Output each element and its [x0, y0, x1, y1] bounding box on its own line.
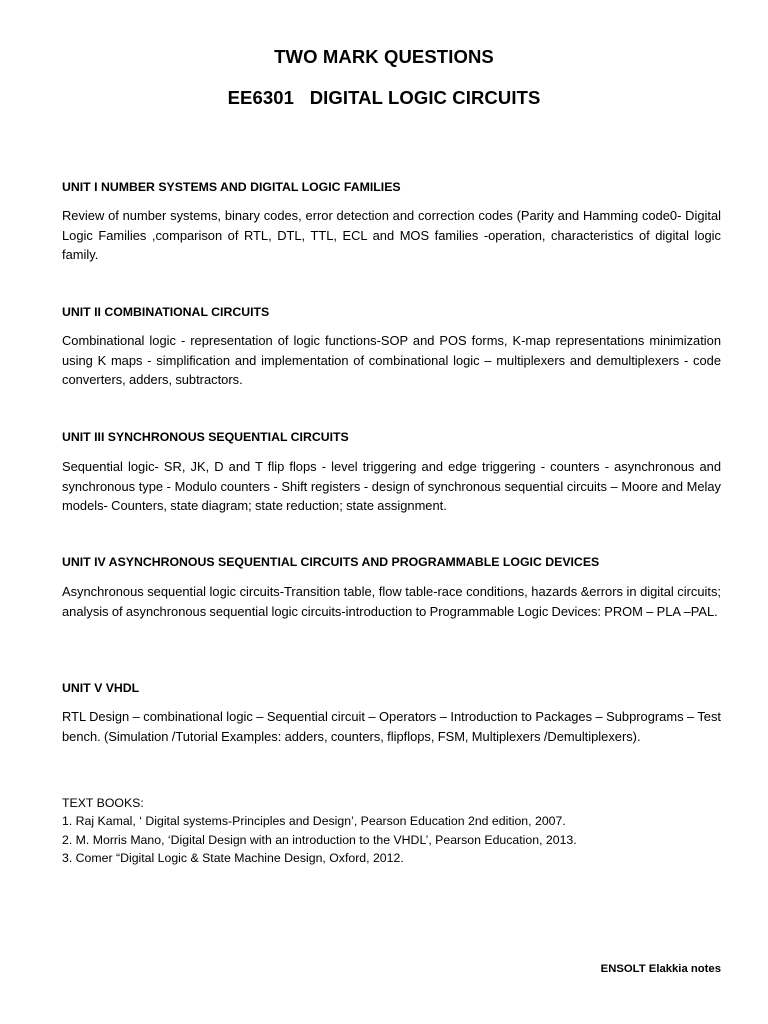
text-book-item: 3. Comer “Digital Logic & State Machine Design, Oxford, 2012.	[62, 850, 404, 865]
unit-1-heading: UNIT I NUMBER SYSTEMS AND DIGITAL LOGIC FAMILIES	[62, 180, 401, 194]
unit-4-heading: UNIT IV ASYNCHRONOUS SEQUENTIAL CIRCUITS AND PROGRAMMABLE LOGIC DEVICES	[62, 555, 600, 569]
course-title: EE6301 DIGITAL LOGIC CIRCUITS	[227, 87, 541, 108]
document-title: TWO MARK QUESTIONS	[274, 46, 494, 67]
unit-5-body: RTL Design – combinational logic – Sequential circuit – Operators – Introduction to Packages – Subprograms – Test bench. (Simulation /Tutorial Examples: adders, counters, flipflops, FSM, Multiplexers /Demultiplexers).	[62, 709, 721, 744]
text-book-item: 1. Raj Kamal, ‘ Digital systems-Principles and Design’, Pearson Education 2nd edition, 2007.	[62, 814, 566, 829]
unit-2-heading: UNIT II COMBINATIONAL CIRCUITS	[62, 305, 270, 319]
footer-credit: ENSOLT Elakkia notes	[600, 963, 721, 975]
unit-2-body: Combinational logic - representation of logic functions-SOP and POS forms, K-map representations minimization using K maps - simplification and implementation of combinational logic – multiplexers and demultiplexers - code converters, adders, subtractors.	[62, 333, 721, 388]
text-books-heading: TEXT BOOKS:	[62, 796, 144, 810]
text-books-section	[62, 794, 742, 867]
unit-4-body: Asynchronous sequential logic circuits-Transition table, flow table-race conditions, hazards &errors in digital circuits; analysis of asynchronous sequential logic circuits-introduction to Programmable Logic Devices: PROM – PLA –PAL.	[62, 584, 721, 619]
unit-5-heading: UNIT V VHDL	[62, 681, 140, 695]
unit-3-body: Sequential logic- SR, JK, D and T flip flops - level triggering and edge triggering - counters - asynchronous and synchronous type - Modulo counters - Shift registers - design of synchronous sequential circuits – Moore and Melay models- Counters, state diagram; state reduction; state assignment.	[62, 459, 721, 514]
unit-1-body: Review of number systems, binary codes, error detection and correction codes (Parity and Hamming code0- Digital Logic Families ,comparison of RTL, DTL, TTL, ECL and MOS families -operation, characteristics of digital logic family.	[62, 208, 721, 263]
unit-3-heading: UNIT III SYNCHRONOUS SEQUENTIAL CIRCUITS	[62, 430, 349, 444]
text-book-item: 2. M. Morris Mano, ‘Digital Design with an introduction to the VHDL’, Pearson Education, 2013.	[62, 832, 577, 847]
